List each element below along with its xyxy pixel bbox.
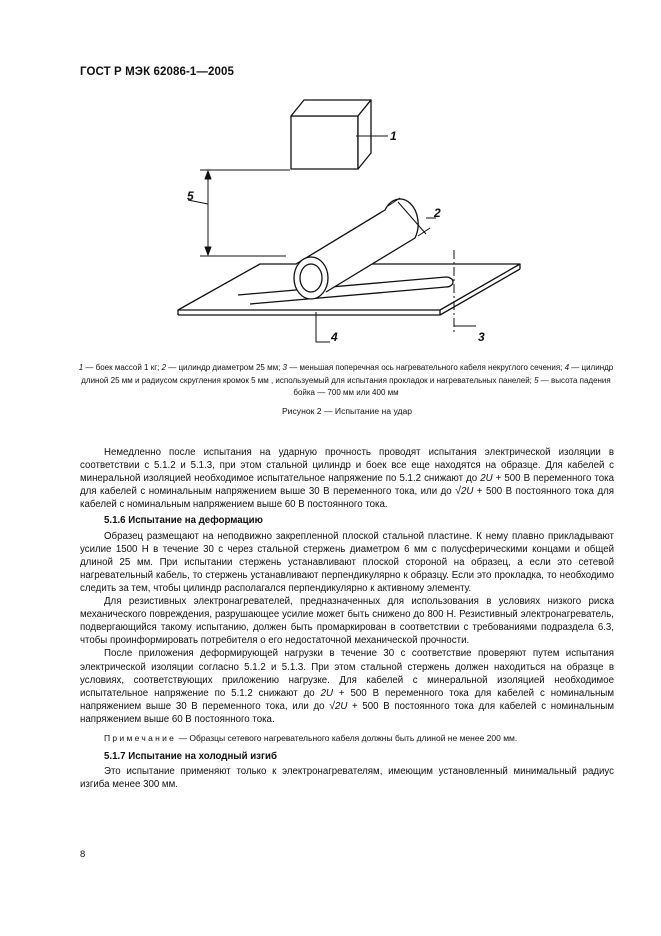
- callout-2: 2: [434, 206, 441, 220]
- note: Примечание — Образцы сетевого нагревательного кабеля должны быть длиной не менее 200 мм.: [104, 732, 518, 743]
- paragraph-resistive-heaters: Для резистивных электронагревателей, предназначенных для использования в условиях низкого риска механического повреждения, разрушающее усилие может быть снижено до 800 Н. Резистивный электронагреватель, подвергающийся такому испытанию, должен быть промаркирован в соответствии с требованиями подраздела 6.3, чтобы проинформировать потребителя о его недостаточной механической прочности.: [80, 596, 614, 647]
- impact-test-figure: [150, 86, 540, 358]
- callout-5: 5: [187, 189, 194, 203]
- figure-legend: 1 — боек массой 1 кг; 2 — цилиндр диаметром 25 мм; 3 — меньшая поперечная ось нагревательного кабеля некруглого сечения; 4 — цилиндр длиной 25 мм и радиусом скругления кромок 5 мм , используемый для испытания прокладок и нагревательных панелей; 5 — высота падения бойка — 700 мм или 400 мм: [78, 363, 614, 397]
- document-header: ГОСТ Р МЭК 62086-1—2005: [80, 66, 234, 78]
- figure-title: Рисунок 2 — Испытание на удар: [281, 406, 413, 416]
- callout-4: 4: [331, 330, 338, 344]
- paragraph-deformation-setup: Образец размещают на неподвижно закрепленной плоской стальной пластине. К нему плавно прикладывают усилие 1500 Н в течение 30 с через стальной стержень диаметром 6 мм с полусферическими концами и общей длиной 25 мм. При испытании стержень устанавливают плоской стороной на образец, а если это сетевой нагревательный кабель, то стержень устанавливают перпендикулярно к образцу. Если это прокладка, то необходимо следить за тем, чтобы цилиндр располагался перпендикулярно к активному элементу.: [80, 530, 614, 594]
- page-number: 8: [80, 849, 86, 860]
- weight-block: [291, 100, 371, 169]
- drop-height-dimension: [200, 170, 290, 256]
- paragraph-deformation-insulation: После приложения деформирующей нагрузки в течение 30 с соответствие проверяют путем испытания электрической изоляции согласно 5.1.2 и 5.1.3. При этом стальной стержень должен находиться на образце в условиях, соответствующих приложению нагрузке. Для кабелей с минеральной изоляцией необходимое испытательное напряжение по 5.1.2 снижают до 2U + 500 В переменного тока для кабелей с номинальным напряжением выше 30 В переменного тока, или до √2U + 500 В постоянного тока для кабелей с номинальным напряжением выше 60 В постоянного тока.: [80, 648, 614, 725]
- section-heading-5-1-7: 5.1.7 Испытание на холодный изгиб: [104, 751, 277, 763]
- callout-1: 1: [390, 129, 397, 143]
- callout-3: 3: [478, 330, 485, 344]
- section-heading-5-1-6: 5.1.6 Испытание на деформацию: [104, 515, 263, 527]
- paragraph-impact-insulation: Немедленно после испытания на ударную прочность проводят испытания электрической изоляции в соответствии с 5.1.2 и 5.1.3, при этом стальной цилиндр и боек все еще находятся на образце. Для кабелей с минеральной изоляцией необходимое испытательное напряжение по 5.1.2 снижают до 2U + 500 В переменного тока для кабелей с номинальным напряжением выше 30 В переменного тока, или до √2U + 500 В постоянного тока для кабелей с номинальным напряжением выше 60 В постоянного тока.: [80, 447, 615, 511]
- paragraph-cold-bend: Это испытание применяют только к электронагревателям, имеющим установленный минимальный радиус изгиба менее 300 мм.: [80, 766, 614, 791]
- document-body: [80, 446, 614, 791]
